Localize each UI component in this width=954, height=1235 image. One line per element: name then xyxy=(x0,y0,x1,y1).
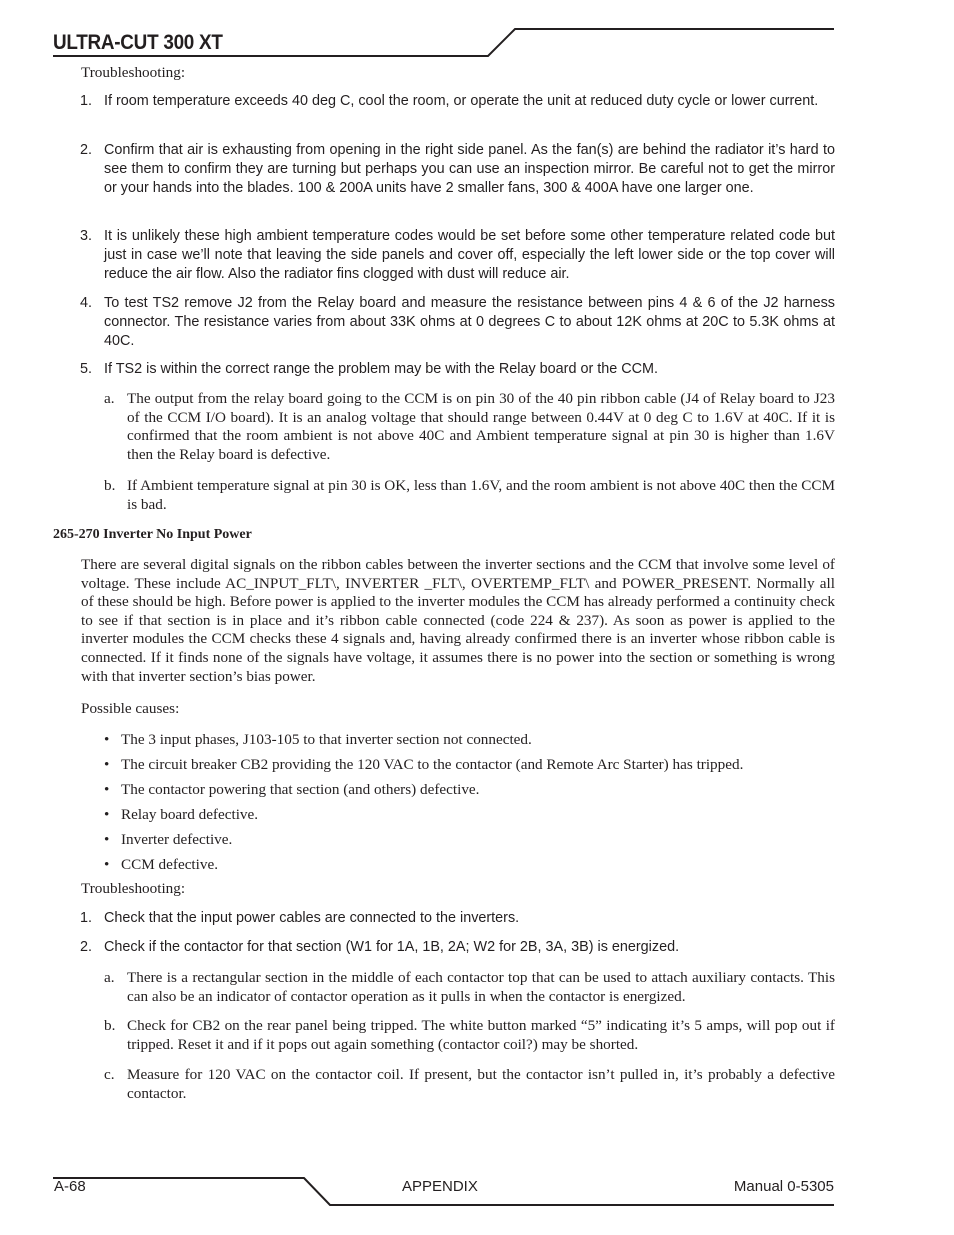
bullet-icon: • xyxy=(104,756,110,773)
sub-list-letter: c. xyxy=(104,1066,115,1083)
footer-manual-number: Manual 0-5305 xyxy=(733,1178,834,1195)
bullet-text: Relay board defective. xyxy=(121,806,259,823)
list-item xyxy=(80,294,835,352)
list-text: If TS2 is within the correct range the problem may be with the Relay board or the CCM. xyxy=(104,361,659,377)
list-number: 3. xyxy=(80,228,93,244)
troubleshooting-label: Troubleshooting: xyxy=(81,880,186,897)
list-item xyxy=(80,909,835,928)
sub-list-text: The output from the relay board going to the CCM is on pin 30 of the 40 pin ribbon cable (J4 of Relay board to J23 of the CCM I/O board). It is an analog voltage that should range between 0.44V at 0 deg C to 1.6V at 40C. If it is confirmed that the room ambient is not above 40C and Ambient temperature signal at pin 30 is higher than 1.6V then the Relay board is defective. xyxy=(127,390,835,463)
bullet-icon: • xyxy=(104,806,110,823)
sub-list-letter: b. xyxy=(104,1017,116,1034)
possible-causes-label: Possible causes: xyxy=(81,700,180,717)
bullet-text: The contactor powering that section (and others) defective. xyxy=(121,781,480,798)
bullet-item xyxy=(104,731,532,750)
bullet-text: The 3 input phases, J103-105 to that inverter section not connected. xyxy=(121,731,532,748)
sub-list-item xyxy=(104,477,835,514)
sub-list-text: Measure for 120 VAC on the contactor coil. If present, but the contactor isn’t pulled in, it’s probably a defective contactor. xyxy=(127,1066,835,1102)
sub-list-text: Check for CB2 on the rear panel being tripped. The white button marked “5” indicating it’s 5 amps, will pop out if tripped. Reset it and if it pops out again something (contactor coil?) may be shorted. xyxy=(127,1017,835,1053)
bullet-icon: • xyxy=(104,831,110,848)
list-text: Check that the input power cables are connected to the inverters. xyxy=(104,910,520,926)
section-heading: 265-270 Inverter No Input Power xyxy=(53,527,252,542)
list-number: 1. xyxy=(80,93,93,109)
bullet-icon: • xyxy=(104,781,110,798)
bullet-text: CCM defective. xyxy=(121,856,219,873)
footer-section-name: APPENDIX xyxy=(402,1178,478,1195)
bullet-text: The circuit breaker CB2 providing the 120 VAC to the contactor (and Remote Arc Starter) has tripped. xyxy=(121,756,744,773)
section-paragraph: There are several digital signals on the ribbon cables between the inverter sections and the CCM that involve some level of voltage. These include AC_INPUT_FLT\, INVERTER _FLT\, OVERTEMP_FLT\ and POWER_PRESENT. Normally all of these should be high. Before power is applied to the inverter modules the CCM has already performed a continuity check to see if that section is in place and it’s ribbon cable connected (code 224 & 237). As soon as power is applied to the inverter modules the CCM checks these 4 signals and, having already confirmed there is an inverter whose ribbon cable is connected. If it finds none of the signals have voltage, it assumes there is no power into the section or something is wrong with that inverter section’s bias power. xyxy=(81,556,835,685)
list-text: To test TS2 remove J2 from the Relay board and measure the resistance between pins 4 & 6 of the J2 harness connector. The resistance varies from about 33K ohms at 0 degrees C to about 12K ohms at 20C to 5.3K ohms at 40C. xyxy=(104,295,835,350)
list-item xyxy=(80,938,835,957)
sub-list-item xyxy=(104,1066,835,1103)
list-number: 1. xyxy=(80,910,93,926)
sub-list-item xyxy=(104,390,835,464)
bullet-item xyxy=(104,756,743,775)
list-number: 2. xyxy=(80,142,93,158)
bullet-icon: • xyxy=(104,856,110,873)
list-text: If room temperature exceeds 40 deg C, cool the room, or operate the unit at reduced duty cycle or lower current. xyxy=(104,93,819,109)
bullet-icon: • xyxy=(104,731,110,748)
sub-list-letter: b. xyxy=(104,477,116,494)
sub-list-item xyxy=(104,1017,835,1054)
list-number: 2. xyxy=(80,939,93,955)
bullet-item xyxy=(104,856,218,875)
list-number: 4. xyxy=(80,295,93,311)
sub-list-item xyxy=(104,969,835,1006)
sub-list-text: If Ambient temperature signal at pin 30 is OK, less than 1.6V, and the room ambient is not above 40C then the CCM is bad. xyxy=(127,477,835,513)
sub-list-letter: a. xyxy=(104,969,115,986)
list-item xyxy=(80,227,835,285)
troubleshooting-label: Troubleshooting: xyxy=(81,64,186,81)
sub-list-letter: a. xyxy=(104,390,115,407)
list-text: It is unlikely these high ambient temperature codes would be set before some other temperature related code but just in case we’ll note that leaving the side panels and cover off, especially the left lower side or the top cover will reduce the air flow. Also the radiator fins clogged with dust will reduce air. xyxy=(104,228,835,283)
list-text: Confirm that air is exhausting from opening in the right side panel. As the fan(s) are behind the radiator it’s hard to see them to confirm they are turning but perhaps you can use an inspection mirror. Be careful not to get the mirror or your hands into the blades. 100 & 200A units have 2 smaller fans, 300 & 400A have one larger one. xyxy=(104,142,835,197)
document-title: ULTRA-CUT 300 XT xyxy=(53,31,223,54)
footer-page-number: A-68 xyxy=(54,1178,86,1195)
list-item xyxy=(80,92,835,111)
list-item xyxy=(80,141,835,199)
bullet-item xyxy=(104,806,258,825)
sub-list-text: There is a rectangular section in the middle of each contactor top that can be used to attach auxiliary contacts. This can also be an indicator of contactor operation as it pulls in when the contactor is energized. xyxy=(127,969,835,1005)
bullet-text: Inverter defective. xyxy=(121,831,233,848)
list-number: 5. xyxy=(80,361,93,377)
bullet-item xyxy=(104,831,232,850)
bullet-item xyxy=(104,781,479,800)
list-item xyxy=(80,360,835,379)
list-text: Check if the contactor for that section (W1 for 1A, 1B, 2A; W2 for 2B, 3A, 3B) is energized. xyxy=(104,939,680,955)
